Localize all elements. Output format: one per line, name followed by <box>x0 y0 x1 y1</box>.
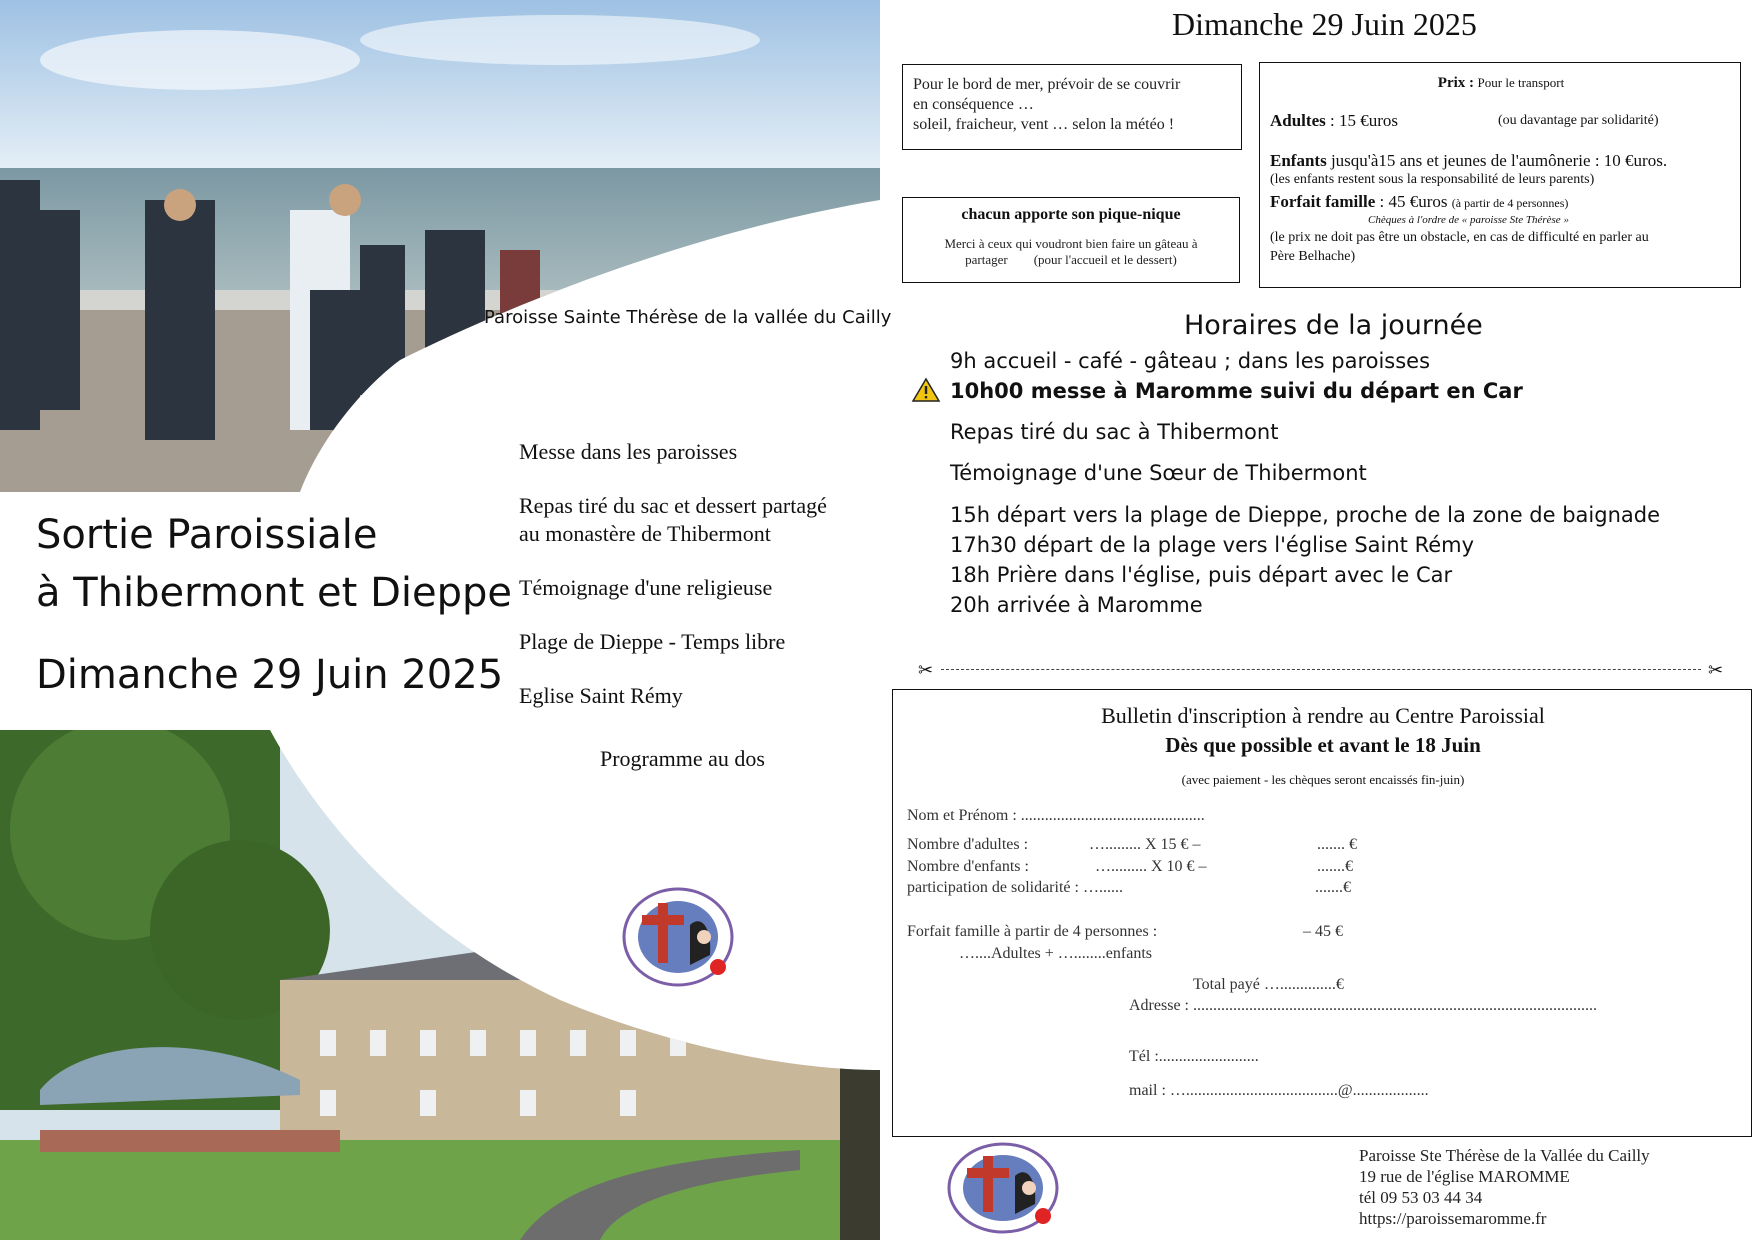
solidarity-total-field[interactable]: .......€ <box>1315 879 1351 896</box>
beach-photo <box>0 0 880 492</box>
adults-total-field[interactable]: ....... € <box>1317 836 1357 853</box>
picnic-title: chacun apporte son pique-nique <box>961 206 1181 223</box>
cut-line <box>941 669 1701 670</box>
programme-item: Eglise Saint Rémy <box>519 683 683 708</box>
price-adults-value: : 15 €uros <box>1329 111 1398 130</box>
price-family-label: Forfait famille <box>1270 192 1376 211</box>
total-field[interactable]: Total payé …..............€ <box>1193 976 1344 993</box>
family-detail-field[interactable]: …....Adultes + …........enfants <box>959 945 1152 962</box>
schedule-item: 9h accueil - café - gâteau ; dans les paroisses <box>950 349 1431 373</box>
price-title <box>1260 75 1742 92</box>
form-note: (avec paiement - les chèques seront encaissés fin-juin) <box>1181 772 1465 787</box>
cheques-note: Chèques à l'ordre de « paroisse Ste Thérèse » <box>1368 214 1569 226</box>
programme-item: Plage de Dieppe - Temps libre <box>519 629 786 654</box>
picnic-box <box>902 197 1240 283</box>
chateau-photo <box>0 730 880 1240</box>
price-adults-note: (ou davantage par solidarité) <box>1498 113 1659 128</box>
weather-note-box <box>902 64 1242 150</box>
footer-line: tél 09 53 03 44 34 <box>1359 1188 1483 1207</box>
warning-icon <box>911 377 941 403</box>
scissors-icon: ✂ <box>918 660 934 681</box>
schedule-item: 18h Prière dans l'église, puis départ avec le Car <box>950 563 1453 587</box>
weather-line: Pour le bord de mer, prévoir de se couvrir <box>913 76 1181 93</box>
event-title-line2: à Thibermont et Dieppe <box>36 570 512 616</box>
picnic-line: partager (pour l'accueil et le dessert) <box>965 252 1177 267</box>
schedule-item: Repas tiré du sac à Thibermont <box>950 420 1279 444</box>
programme-item: Repas tiré du sac et dessert partagé <box>519 493 827 518</box>
weather-line: en conséquence … <box>913 96 1034 113</box>
programme-item: Messe dans les paroisses <box>519 439 738 464</box>
form-title: Bulletin d'inscription à rendre au Centre Paroissial <box>1101 703 1545 728</box>
price-title-rest: Pour le transport <box>1477 75 1565 90</box>
footer-line: Paroisse Ste Thérèse de la Vallée du Cailly <box>1359 1146 1650 1165</box>
programme-back-note: Programme au dos <box>600 746 765 771</box>
price-adults <box>1270 111 1398 131</box>
address-field[interactable]: Adresse : ..................................................................................................... <box>1129 997 1597 1014</box>
form-subtitle: Dès que possible et avant le 18 Juin <box>1165 733 1481 757</box>
footer-website-link[interactable]: https://paroissemaromme.fr <box>1359 1209 1547 1228</box>
family-total: – 45 € <box>1303 923 1343 940</box>
scissors-icon: ✂ <box>1708 660 1724 681</box>
price-kids <box>1270 151 1667 171</box>
price-title-bold: Prix : <box>1437 75 1475 91</box>
registration-form <box>892 689 1752 1137</box>
footer-address <box>1359 1145 1650 1229</box>
price-family-note: (à partir de 4 personnes) <box>1451 196 1569 210</box>
kids-calc-field[interactable]: …......... X 10 € – <box>1095 858 1207 875</box>
footer-line: 19 rue de l'église MAROMME <box>1359 1167 1570 1186</box>
price-note-line: Père Belhache) <box>1270 249 1356 264</box>
adults-calc-field[interactable]: …......... X 15 € – <box>1089 836 1201 853</box>
price-kids-note: (les enfants restent sous la responsabilité de leurs parents) <box>1270 172 1595 187</box>
event-title-line1: Sortie Paroissiale <box>36 512 378 558</box>
programme-item: au monastère de Thibermont <box>519 521 771 546</box>
tel-field[interactable]: Tél :......................... <box>1129 1048 1259 1065</box>
price-adults-label: Adultes <box>1270 111 1326 130</box>
family-label: Forfait famille à partir de 4 personnes : <box>907 923 1158 940</box>
schedule-title: Horaires de la journée <box>1184 310 1483 341</box>
schedule-item: 17h30 départ de la plage vers l'église Saint Rémy <box>950 533 1475 557</box>
schedule-item: Témoignage d'une Sœur de Thibermont <box>950 461 1367 485</box>
programme-item: Témoignage d'une religieuse <box>519 575 773 600</box>
price-family <box>1270 192 1568 212</box>
solidarity-field[interactable]: participation de solidarité : …...... <box>907 879 1123 896</box>
picnic-line: Merci à ceux qui voudront bien faire un gâteau à <box>944 236 1198 251</box>
kids-label: Nombre d'enfants : <box>907 858 1029 875</box>
price-note-line: (le prix ne doit pas être un obstacle, en cas de difficulté en parler au <box>1270 230 1649 245</box>
mail-field[interactable]: mail : …......................................@................... <box>1129 1082 1429 1099</box>
parish-logo-footer <box>945 1140 1065 1240</box>
event-date-title: Dimanche 29 Juin 2025 <box>36 652 504 698</box>
price-kids-label: Enfants <box>1270 151 1327 170</box>
kids-total-field[interactable]: .......€ <box>1317 858 1353 875</box>
schedule-item: 15h départ vers la plage de Dieppe, proche de la zone de baignade <box>950 503 1661 527</box>
right-date-title: Dimanche 29 Juin 2025 <box>1172 6 1477 42</box>
adults-label: Nombre d'adultes : <box>907 836 1029 853</box>
name-field[interactable]: Nom et Prénom : .............................................. <box>907 807 1205 824</box>
parish-logo <box>620 885 740 995</box>
schedule-item: 10h00 messe à Maromme suivi du départ en Car <box>950 379 1523 403</box>
parish-name: Paroisse Sainte Thérèse de la vallée du Cailly <box>484 307 892 328</box>
price-kids-value: jusqu'à15 ans et jeunes de l'aumônerie : 10 €uros. <box>1330 151 1668 170</box>
schedule-item: 20h arrivée à Maromme <box>950 593 1203 617</box>
weather-line: soleil, fraicheur, vent … selon la météo ! <box>913 116 1175 133</box>
price-box <box>1259 62 1741 288</box>
price-family-value: : 45 €uros <box>1379 192 1448 211</box>
